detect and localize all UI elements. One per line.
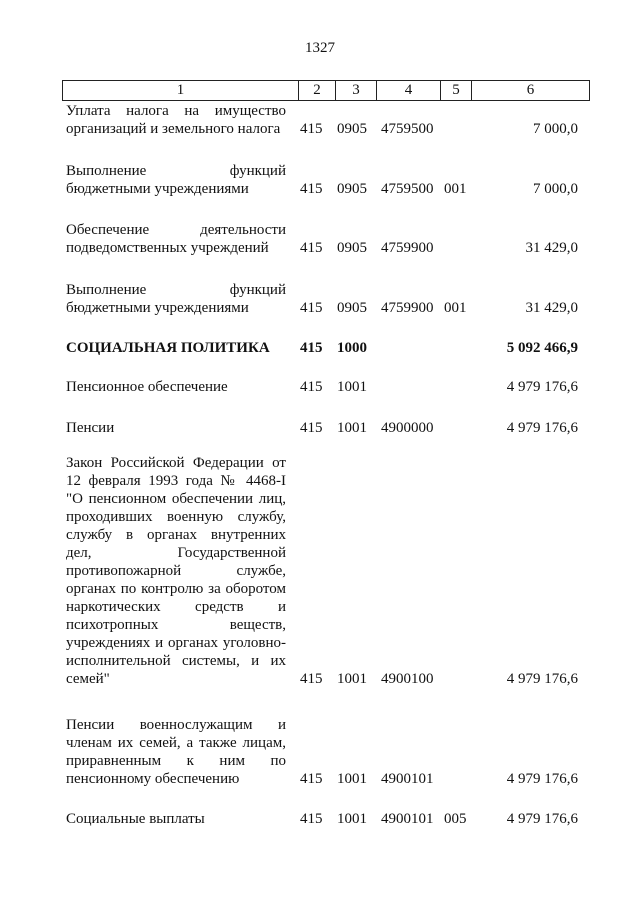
table-header (62, 80, 590, 101)
row-description (66, 716, 286, 788)
description-line: Обеспечение деятельности (66, 222, 286, 238)
description-line: Пенсии (66, 420, 115, 436)
cell-c2: 415 (300, 420, 323, 436)
row-description (66, 221, 286, 257)
cell-c4: 4759500 (381, 181, 434, 197)
description-line: Пенсионное обеспечение (66, 379, 228, 395)
cell-c6: 4 979 176,6 (506, 379, 578, 395)
cell-c5: 001 (444, 300, 467, 316)
cell-c3: 0905 (337, 181, 367, 197)
header-col-1: 1 (63, 81, 299, 100)
row-description (66, 281, 286, 317)
header-col-4: 4 (377, 81, 441, 100)
description-line: дел, Государственной (66, 545, 286, 561)
header-col-6: 6 (526, 82, 535, 98)
row-description (66, 162, 286, 198)
cell-c6: 7 000,0 (533, 121, 578, 137)
cell-c2: 415 (300, 181, 323, 197)
cell-c2: 415 (300, 671, 323, 687)
cell-c2: 415 (300, 121, 323, 137)
description-line: Социальные выплаты (66, 811, 205, 827)
cell-c5: 005 (444, 811, 467, 827)
cell-c2: 415 (300, 811, 323, 827)
cell-c3: 0905 (337, 121, 367, 137)
row-description (66, 419, 286, 437)
description-line: бюджетными учреждениями (66, 181, 249, 197)
description-line: органах по контролю за оборотом (66, 581, 286, 597)
description-line: Уплата налога на имущество (66, 103, 286, 119)
header-col-2: 2 (299, 81, 336, 100)
page-number: 1327 (305, 40, 335, 56)
row-description (66, 102, 286, 138)
cell-c6: 4 979 176,6 (506, 671, 578, 687)
row-description (66, 454, 286, 688)
description-line: пенсионному обеспечению (66, 771, 240, 787)
cell-c4: 4900101 (381, 771, 434, 787)
cell-c3: 1001 (337, 379, 367, 395)
description-line: организаций и земельного налога (66, 121, 281, 137)
description-line: Пенсии военнослужащим и (66, 717, 286, 733)
table-row (66, 162, 586, 198)
cell-c6: 4 979 176,6 (506, 420, 578, 436)
table-row (66, 454, 586, 688)
cell-c2: 415 (300, 379, 323, 395)
description-line: психотропных веществ, (66, 617, 286, 633)
cell-c5: 001 (444, 181, 467, 197)
description-line: приравненным к ним по (66, 753, 286, 769)
cell-c2: 415 (300, 340, 323, 356)
cell-c6: 7 000,0 (533, 181, 578, 197)
cell-c6: 31 429,0 (525, 240, 578, 256)
cell-c2: 415 (300, 771, 323, 787)
description-line: Закон Российской Федерации от (66, 455, 286, 471)
header-col-5: 5 (441, 81, 472, 100)
description-line: членам их семей, а также лицам, (66, 735, 286, 751)
description-line: 12 февраля 1993 года № 4468-I (66, 473, 286, 489)
cell-c4: 4759900 (381, 240, 434, 256)
description-line: наркотических средств и (66, 599, 286, 615)
description-line: "О пенсионном обеспечении лиц, (66, 491, 286, 507)
description-line: семей" (66, 671, 110, 687)
table-row (66, 339, 586, 357)
description-line: Выполнение функций (66, 282, 286, 298)
row-description (66, 810, 286, 828)
description-line: противопожарной службе, (66, 563, 286, 579)
cell-c6: 4 979 176,6 (506, 811, 578, 827)
cell-c3: 1001 (337, 671, 367, 687)
cell-c6: 4 979 176,6 (506, 771, 578, 787)
cell-c2: 415 (300, 240, 323, 256)
cell-c6: 5 092 466,9 (506, 340, 578, 356)
cell-c3: 1001 (337, 420, 367, 436)
description-line: службу в органах внутренних (66, 527, 286, 543)
cell-c4: 4900000 (381, 420, 434, 436)
table-row (66, 281, 586, 317)
description-line: Выполнение функций (66, 163, 286, 179)
cell-c3: 1000 (337, 340, 367, 356)
cell-c3: 0905 (337, 300, 367, 316)
description-line: исполнительной системы, и их (66, 653, 286, 669)
cell-c6: 31 429,0 (525, 300, 578, 316)
description-line: проходивших военную службу, (66, 509, 286, 525)
description-line: учреждениях и органах уголовно- (66, 635, 286, 651)
row-description (66, 378, 286, 396)
table-row (66, 810, 586, 828)
description-line: подведомственных учреждений (66, 240, 269, 256)
cell-c4: 4759900 (381, 300, 434, 316)
cell-c3: 1001 (337, 771, 367, 787)
table-row (66, 221, 586, 257)
cell-c4: 4900101 (381, 811, 434, 827)
cell-c4: 4900100 (381, 671, 434, 687)
table-row (66, 378, 586, 396)
description-line: бюджетными учреждениями (66, 300, 249, 316)
cell-c3: 1001 (337, 811, 367, 827)
cell-c2: 415 (300, 300, 323, 316)
description-line: СОЦИАЛЬНАЯ ПОЛИТИКА (66, 340, 270, 356)
cell-c4: 4759500 (381, 121, 434, 137)
cell-c3: 0905 (337, 240, 367, 256)
table-row (66, 419, 586, 437)
header-col-3: 3 (336, 81, 377, 100)
row-description (66, 339, 286, 357)
table-row (66, 716, 586, 788)
table-row (66, 102, 586, 138)
